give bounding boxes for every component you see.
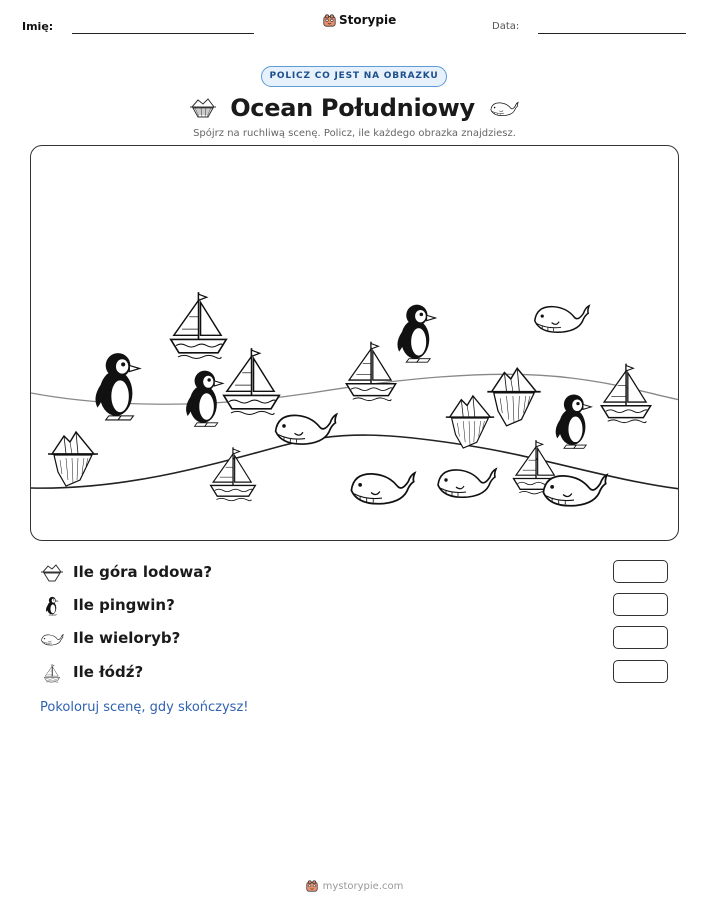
penguin-4	[556, 394, 592, 448]
answer-box-penguin[interactable]	[613, 593, 668, 616]
scene-drawing	[31, 146, 679, 541]
penguin-1	[95, 353, 139, 420]
date-label: Data:	[492, 21, 520, 32]
date-field-line[interactable]	[538, 33, 686, 34]
question-text: Ile łódź?	[73, 663, 144, 681]
iceberg-3	[487, 368, 540, 426]
name-field-line[interactable]	[72, 33, 254, 34]
footer-brand-text: mystorypie.com	[322, 880, 404, 892]
title-row	[0, 91, 709, 125]
name-label: Imię:	[22, 20, 54, 33]
iceberg-1	[48, 432, 98, 486]
answer-box-whale[interactable]	[613, 626, 668, 649]
question-text: Ile góra lodowa?	[73, 563, 213, 581]
question-text: Ile wieloryb?	[73, 629, 181, 647]
storypie-logo-icon	[323, 14, 336, 27]
penguin-3	[397, 305, 435, 363]
penguin-icon	[40, 596, 64, 616]
footer-brand	[0, 880, 709, 892]
ocean-scene	[30, 145, 679, 541]
question-text: Ile pingwin?	[73, 596, 175, 614]
boat-2	[224, 348, 280, 414]
question-row-penguin	[40, 593, 670, 619]
iceberg-2	[446, 396, 494, 448]
brand-name: Storypie	[339, 13, 397, 27]
boat-icon	[40, 663, 64, 683]
iceberg-icon	[40, 563, 64, 583]
question-row-boat	[40, 660, 670, 686]
whale-5	[543, 475, 606, 506]
answer-box-boat[interactable]	[613, 660, 668, 683]
storypie-logo-icon	[306, 880, 318, 892]
whale-1	[535, 306, 589, 332]
boat-4	[601, 364, 650, 423]
brand	[323, 13, 396, 27]
answer-box-iceberg[interactable]	[613, 560, 668, 583]
boat-1	[171, 292, 227, 358]
whale-3	[351, 473, 414, 504]
question-row-iceberg	[40, 560, 670, 586]
whale-2	[276, 414, 337, 444]
footer-note: Pokoloruj scenę, gdy skończysz!	[40, 700, 249, 715]
boat-3	[346, 342, 395, 401]
iceberg-icon	[190, 97, 216, 119]
subtitle: Spójrz na ruchliwą scenę. Policz, ile każdego obrazka znajdziesz.	[193, 128, 516, 139]
page-title: Ocean Południowy	[230, 94, 475, 122]
instruction-badge: POLICZ CO JEST NA OBRAZKU	[261, 66, 447, 87]
whale-icon	[489, 98, 519, 118]
whale-4	[438, 469, 496, 497]
whale-icon	[40, 629, 64, 649]
question-row-whale	[40, 626, 670, 652]
penguin-2	[186, 371, 223, 427]
